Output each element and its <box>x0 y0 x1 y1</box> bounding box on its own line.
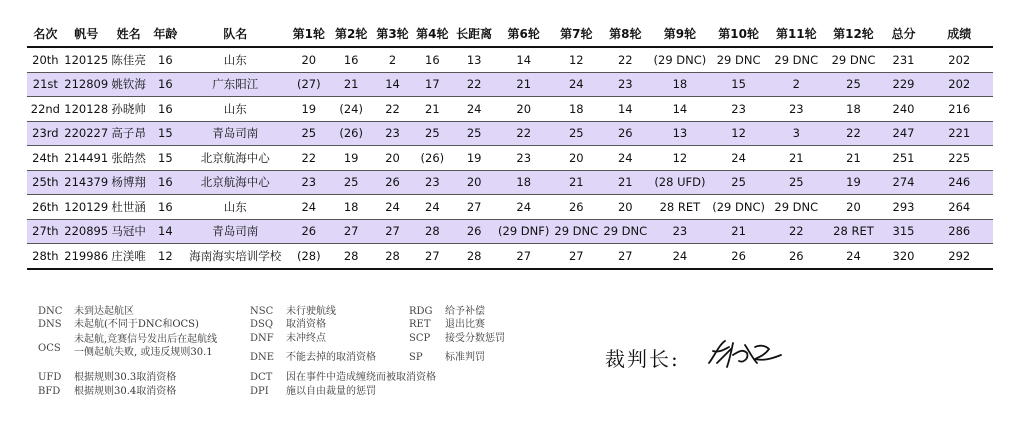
table-cell: 18 <box>825 97 881 122</box>
table-row <box>27 244 993 269</box>
table-cell: 214491 <box>64 146 109 171</box>
table-cell: 29 DNC <box>767 195 825 220</box>
legend-desc: 标准判罚 <box>445 352 485 363</box>
table-cell: 青岛司南 <box>182 121 288 146</box>
legend-code: RDG <box>409 306 433 317</box>
legend-desc: 给予补偿 <box>445 306 485 317</box>
table-cell: 26 <box>373 170 412 195</box>
column-header: 第7轮 <box>552 20 601 47</box>
table-row <box>27 146 993 171</box>
legend-code: DNS <box>38 319 62 330</box>
legend-desc: 根据规则30.3取消资格 <box>74 372 177 383</box>
table-cell: 28 <box>412 219 453 244</box>
column-header: 第4轮 <box>412 20 453 47</box>
table-cell: 21 <box>767 146 825 171</box>
table-cell: 22 <box>601 47 650 72</box>
legend-code: RET <box>409 319 431 330</box>
table-cell: 孙晓帅 <box>109 97 149 122</box>
table-cell: 17 <box>412 72 453 97</box>
table-cell: 26 <box>288 219 329 244</box>
table-cell: 24 <box>650 244 710 269</box>
table-cell: 28 RET <box>825 219 881 244</box>
table-cell: 23 <box>288 170 329 195</box>
table-row <box>27 47 993 72</box>
table-cell: 21 <box>552 170 601 195</box>
table-cell: 26 <box>453 219 496 244</box>
table-cell: 23 <box>767 97 825 122</box>
legend-desc: 未行驶航线 <box>286 306 336 317</box>
table-cell: (29 DNC) <box>650 47 710 72</box>
table-cell: 山东 <box>182 47 288 72</box>
table-cell: 251 <box>882 146 926 171</box>
table-cell: 21 <box>496 72 552 97</box>
table-row <box>27 170 993 195</box>
table-cell: 15 <box>710 72 767 97</box>
column-header: 第9轮 <box>650 20 710 47</box>
table-cell: (28 UFD) <box>650 170 710 195</box>
table-cell: 庄渼唯 <box>109 244 149 269</box>
table-cell: 19 <box>453 146 496 171</box>
table-cell: 杨博翔 <box>109 170 149 195</box>
table-cell: 21 <box>329 72 373 97</box>
table-cell: 22 <box>453 72 496 97</box>
table-cell: 120125 <box>64 47 109 72</box>
table-cell: 216 <box>925 97 993 122</box>
table-cell: 24 <box>710 146 767 171</box>
legend-desc: 未冲终点 <box>286 333 326 344</box>
table-cell: 23rd <box>27 121 64 146</box>
table-cell: 29 DNC <box>710 47 767 72</box>
table-row <box>27 195 993 220</box>
table-cell: 220895 <box>64 219 109 244</box>
table-cell: 24 <box>601 146 650 171</box>
chief-referee-signature <box>703 333 783 373</box>
table-cell: 24 <box>412 195 453 220</box>
table-cell: 29 DNC <box>825 47 881 72</box>
table-cell: 20 <box>825 195 881 220</box>
column-header: 总分 <box>882 20 926 47</box>
legend-code: UFD <box>38 372 62 383</box>
legend-desc: 根据规则30.4取消资格 <box>74 386 177 397</box>
legend-desc: 接受分数惩罚 <box>445 333 505 344</box>
table-cell: 240 <box>882 97 926 122</box>
table-cell: 286 <box>925 219 993 244</box>
table-cell: 马冠中 <box>109 219 149 244</box>
table-cell: 320 <box>882 244 926 269</box>
table-cell: 22nd <box>27 97 64 122</box>
table-cell: 24 <box>825 244 881 269</box>
table-cell: 19 <box>288 97 329 122</box>
legend-desc: 退出比赛 <box>445 319 485 330</box>
table-cell: 214379 <box>64 170 109 195</box>
legend-code: BFD <box>38 386 61 397</box>
table-cell: 21 <box>710 219 767 244</box>
table-cell: 27th <box>27 219 64 244</box>
table-cell: 20 <box>496 97 552 122</box>
table-cell: 26 <box>767 244 825 269</box>
table-cell: (26) <box>412 146 453 171</box>
legend-code: DPI <box>250 386 269 397</box>
table-cell: 14 <box>650 97 710 122</box>
table-cell: 姚钦海 <box>109 72 149 97</box>
table-cell: (24) <box>329 97 373 122</box>
table-cell: 16 <box>148 170 182 195</box>
table-cell: (28) <box>288 244 329 269</box>
table-cell: 27 <box>453 195 496 220</box>
table-cell: 24 <box>288 195 329 220</box>
abbreviation-legend <box>38 305 598 405</box>
table-cell: 23 <box>496 146 552 171</box>
table-row <box>27 219 993 244</box>
column-header: 第3轮 <box>373 20 412 47</box>
table-cell: 20th <box>27 47 64 72</box>
column-header: 长距离 <box>453 20 496 47</box>
table-cell: 29 DNC <box>601 219 650 244</box>
table-cell: 221 <box>925 121 993 146</box>
legend-desc: 未到达起航区 <box>74 306 134 317</box>
table-cell: 15 <box>148 146 182 171</box>
table-cell: 20 <box>601 195 650 220</box>
column-header: 队名 <box>182 20 288 47</box>
table-cell: 23 <box>412 170 453 195</box>
column-header: 第1轮 <box>288 20 329 47</box>
table-row <box>27 97 993 122</box>
table-cell: 27 <box>552 244 601 269</box>
table-cell: 3 <box>767 121 825 146</box>
table-cell: 22 <box>373 97 412 122</box>
table-cell: 2 <box>767 72 825 97</box>
legend-code: DNE <box>250 352 275 363</box>
table-cell: 264 <box>925 195 993 220</box>
table-cell: 18 <box>650 72 710 97</box>
table-cell: 14 <box>373 72 412 97</box>
table-cell: 25 <box>825 72 881 97</box>
table-cell: 25 <box>767 170 825 195</box>
table-cell: 16 <box>329 47 373 72</box>
table-cell: (29 DNC) <box>710 195 767 220</box>
table-cell: 20 <box>288 47 329 72</box>
table-cell: 26th <box>27 195 64 220</box>
table-cell: 23 <box>373 121 412 146</box>
table-cell: 16 <box>412 47 453 72</box>
table-cell: 22 <box>825 121 881 146</box>
table-cell: 20 <box>552 146 601 171</box>
legend-code: DNC <box>38 306 63 317</box>
table-cell: 28 <box>373 244 412 269</box>
column-header: 第11轮 <box>767 20 825 47</box>
column-header: 帆号 <box>64 20 109 47</box>
table-cell: 26 <box>601 121 650 146</box>
table-body <box>27 47 993 269</box>
table-cell: 北京航海中心 <box>182 146 288 171</box>
table-cell: 212809 <box>64 72 109 97</box>
table-row <box>27 121 993 146</box>
table-cell: 12 <box>710 121 767 146</box>
column-header: 第12轮 <box>825 20 881 47</box>
table-cell: 315 <box>882 219 926 244</box>
table-cell: 18 <box>329 195 373 220</box>
table-cell: 24 <box>373 195 412 220</box>
table-cell: 292 <box>925 244 993 269</box>
legend-code: SCP <box>409 333 431 344</box>
legend-item-ocs <box>38 333 258 363</box>
table-cell: 12 <box>650 146 710 171</box>
legend-desc: 未起航(不同于DNC和OCS) <box>74 319 199 330</box>
table-cell: 20 <box>453 170 496 195</box>
table-cell: 29 DNC <box>552 219 601 244</box>
table-cell: 2 <box>373 47 412 72</box>
table-cell: 231 <box>882 47 926 72</box>
table-cell: 18 <box>552 97 601 122</box>
table-cell: 北京航海中心 <box>182 170 288 195</box>
table-cell: 山东 <box>182 195 288 220</box>
table-cell: 29 DNC <box>767 47 825 72</box>
table-cell: 247 <box>882 121 926 146</box>
table-cell: 25 <box>453 121 496 146</box>
column-header: 第6轮 <box>496 20 552 47</box>
table-cell: 14 <box>496 47 552 72</box>
table-cell: 22 <box>496 121 552 146</box>
table-cell: 27 <box>329 219 373 244</box>
table-cell: 25 <box>412 121 453 146</box>
table-cell: 21 <box>601 170 650 195</box>
table-cell: 120128 <box>64 97 109 122</box>
table-cell: 陈佳亮 <box>109 47 149 72</box>
table-cell: 杜世涵 <box>109 195 149 220</box>
table-cell: (27) <box>288 72 329 97</box>
column-header: 成绩 <box>925 20 993 47</box>
table-cell: 120129 <box>64 195 109 220</box>
results-table <box>27 20 993 270</box>
table-cell: 28th <box>27 244 64 269</box>
table-cell: (26) <box>329 121 373 146</box>
legend-desc: 取消资格 <box>286 319 326 330</box>
table-cell: 16 <box>148 47 182 72</box>
table-cell: 23 <box>601 72 650 97</box>
table-cell: 山东 <box>182 97 288 122</box>
table-cell: 19 <box>329 146 373 171</box>
column-header: 第10轮 <box>710 20 767 47</box>
table-cell: 19 <box>825 170 881 195</box>
table-cell: 21st <box>27 72 64 97</box>
chief-referee-label: 裁判长: <box>605 347 680 371</box>
table-cell: 25 <box>329 170 373 195</box>
table-cell: 26 <box>710 244 767 269</box>
table-cell: (29 DNF) <box>496 219 552 244</box>
table-cell: 225 <box>925 146 993 171</box>
table-cell: 24 <box>552 72 601 97</box>
legend-desc: 未起航,竞赛信号发出后在起航线 一侧起航失败, 或违反规则30.1 <box>74 334 218 358</box>
legend-code: OCS <box>38 343 61 354</box>
table-cell: 21 <box>412 97 453 122</box>
table-cell: 202 <box>925 72 993 97</box>
table-cell: 24th <box>27 146 64 171</box>
table-cell: 28 <box>329 244 373 269</box>
legend-desc: 不能去掉的取消资格 <box>286 352 376 363</box>
legend-code: NSC <box>250 306 274 317</box>
table-row <box>27 72 993 97</box>
table-cell: 28 <box>453 244 496 269</box>
table-cell: 23 <box>710 97 767 122</box>
table-cell: 21 <box>825 146 881 171</box>
table-cell: 高子昂 <box>109 121 149 146</box>
table-cell: 220227 <box>64 121 109 146</box>
table-cell: 27 <box>601 244 650 269</box>
table-cell: 14 <box>601 97 650 122</box>
legend-code: SP <box>409 352 423 363</box>
legend-code: DCT <box>250 372 273 383</box>
table-cell: 25th <box>27 170 64 195</box>
table-cell: 12 <box>552 47 601 72</box>
table-cell: 27 <box>496 244 552 269</box>
table-cell: 张皓然 <box>109 146 149 171</box>
table-cell: 24 <box>453 97 496 122</box>
table-cell: 22 <box>767 219 825 244</box>
legend-desc: 施以自由裁量的惩罚 <box>286 386 376 397</box>
legend-code: DSQ <box>250 319 274 330</box>
table-cell: 25 <box>710 170 767 195</box>
table-cell: 15 <box>148 121 182 146</box>
table-cell: 27 <box>373 219 412 244</box>
legend-code: DNF <box>250 333 274 344</box>
table-cell: 274 <box>882 170 926 195</box>
table-cell: 246 <box>925 170 993 195</box>
table-cell: 海南海实培训学校 <box>182 244 288 269</box>
table-cell: 青岛司南 <box>182 219 288 244</box>
table-cell: 13 <box>650 121 710 146</box>
table-cell: 12 <box>148 244 182 269</box>
table-header-row <box>27 20 993 47</box>
table-cell: 24 <box>496 195 552 220</box>
column-header: 姓名 <box>109 20 149 47</box>
legend-desc: 因在事件中造成缠绕而被取消资格 <box>286 372 436 383</box>
table-cell: 219986 <box>64 244 109 269</box>
table-cell: 202 <box>925 47 993 72</box>
table-cell: 25 <box>552 121 601 146</box>
table-cell: 22 <box>288 146 329 171</box>
table-cell: 26 <box>552 195 601 220</box>
table-cell: 16 <box>148 72 182 97</box>
table-cell: 293 <box>882 195 926 220</box>
column-header: 名次 <box>27 20 64 47</box>
table-cell: 14 <box>148 219 182 244</box>
column-header: 第2轮 <box>329 20 373 47</box>
table-cell: 229 <box>882 72 926 97</box>
table-cell: 16 <box>148 195 182 220</box>
table-cell: 18 <box>496 170 552 195</box>
column-header: 年龄 <box>148 20 182 47</box>
table-cell: 20 <box>373 146 412 171</box>
table-cell: 25 <box>288 121 329 146</box>
table-cell: 27 <box>412 244 453 269</box>
table-cell: 23 <box>650 219 710 244</box>
table-cell: 16 <box>148 97 182 122</box>
table-cell: 28 RET <box>650 195 710 220</box>
table-cell: 13 <box>453 47 496 72</box>
results-sheet <box>27 20 993 270</box>
table-cell: 广东阳江 <box>182 72 288 97</box>
column-header: 第8轮 <box>601 20 650 47</box>
